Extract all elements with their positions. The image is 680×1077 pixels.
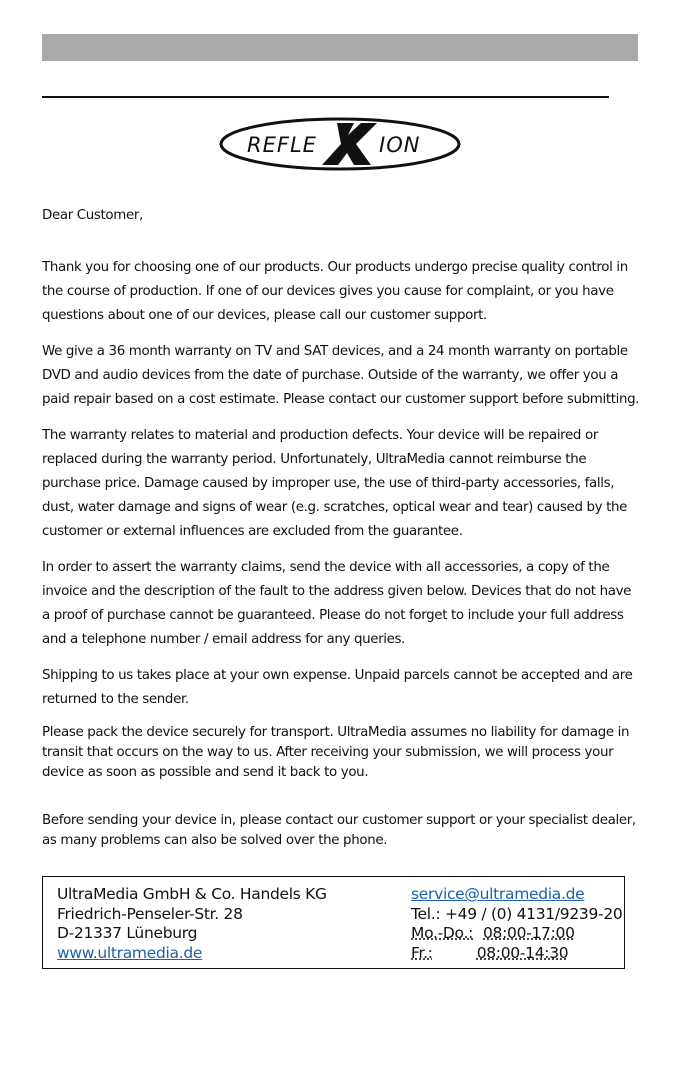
hours-mon-thu bbox=[411, 924, 622, 944]
paragraph-intro: Thank you for choosing one of our products. Our products undergo precise quality control in the course of production. If one of our devices gives you cause for complaint, or you have questions about one of our devices, please call our customer support. bbox=[42, 260, 628, 323]
svg-text:REFLE: REFLE bbox=[247, 133, 317, 157]
paragraph-packing: Please pack the device securely for transport. UltraMedia assumes no liability for damage in transit that occurs on the way to us. After receiving your submission, we will process your device as soon as possible and send it back to you. bbox=[42, 725, 630, 780]
paragraph-warranty-period: We give a 36 month warranty on TV and SAT devices, and a 24 month warranty on portable DVD and audio devices from the date of purchase. Outside of the warranty, we offer you a paid repair based on a cost estimate. Please contact our customer support before submitting. bbox=[42, 344, 640, 407]
hours-fri-label: Fr.: bbox=[411, 943, 433, 962]
paragraph-warranty-scope: The warranty relates to material and production defects. Your device will be repaired or replaced during the warranty period. Unfortunately, UltraMedia cannot reimburse the purchase price. Damage caused by improper use, the use of third-party accessories, falls, dust, water damage and signs of wear (e.g. scratches, optical wear and tear) caused by the customer or external influences are excluded from the guarantee. bbox=[42, 428, 628, 539]
contact-box bbox=[42, 876, 625, 969]
paragraph-claims: In order to assert the warranty claims, send the device with all accessories, a copy of the invoice and the description of the fault to the address given below. Devices that do not have a proof of purchase cannot be guaranteed. Please do not forget to include your full address and a telephone number / email address for any queries. bbox=[42, 560, 632, 647]
address-block bbox=[57, 885, 327, 963]
hours-mon-thu-value: 08:00-17:00 bbox=[483, 924, 575, 942]
city-address: D-21337 Lüneburg bbox=[57, 924, 198, 942]
website-link[interactable]: www.ultramedia.de bbox=[57, 943, 203, 962]
phone-number: Tel.: +49 / (0) 4131/9239-20 bbox=[411, 904, 623, 923]
paragraph-shipping: Shipping to us takes place at your own expense. Unpaid parcels cannot be accepted and are returned to the sender. bbox=[42, 668, 633, 707]
hours-mon-thu-label: Mo.-Do.: bbox=[411, 924, 473, 942]
support-block bbox=[411, 885, 622, 963]
paragraph-before-sending: Before sending your device in, please contact our customer support or your specialist dealer, as many problems can also be solved over the phone. bbox=[42, 813, 636, 848]
hours-fri-value: 08:00-14:30 bbox=[476, 943, 569, 962]
greeting: Dear Customer, bbox=[42, 208, 143, 223]
header-rule bbox=[42, 96, 609, 98]
svg-text:ION: ION bbox=[379, 133, 421, 157]
street-address: Friedrich-Penseler-Str. 28 bbox=[57, 904, 243, 923]
header-bar bbox=[42, 34, 638, 61]
email-link[interactable]: service@ultramedia.de bbox=[411, 885, 585, 903]
hours-fri bbox=[411, 944, 622, 964]
reflexion-logo bbox=[219, 117, 461, 171]
company-name: UltraMedia GmbH & Co. Handels KG bbox=[57, 885, 327, 903]
